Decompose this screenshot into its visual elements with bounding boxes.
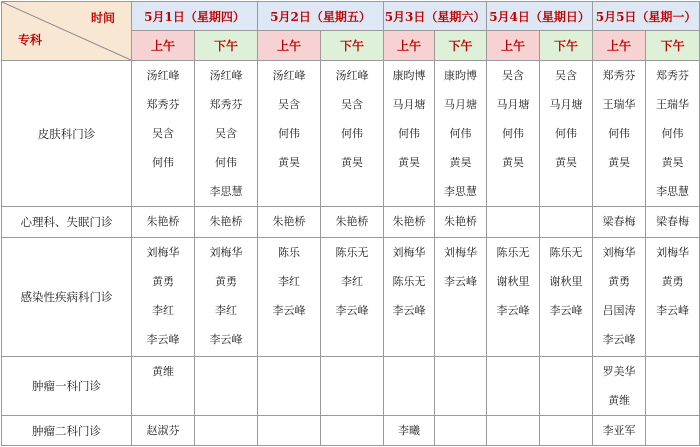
schedule-cell [258, 207, 321, 238]
department-name: 皮肤科门诊 [2, 61, 132, 207]
pm-header: 下午 [435, 31, 487, 61]
doctor-name: 汤红峰 [272, 69, 306, 82]
doctor-name: 黄昊 [661, 156, 684, 169]
doctor-name: 朱艳桥 [146, 215, 180, 228]
doctor-list [646, 238, 699, 325]
doctor-list [195, 61, 257, 206]
doctor-name: 黄昊 [398, 156, 421, 169]
doctor-name: 李红 [278, 275, 301, 288]
doctor-name: 刘梅华 [392, 246, 426, 259]
doctor-name: 李红 [215, 304, 237, 317]
doctor-name: 朱艳桥 [444, 215, 478, 228]
doctor-name: 何伟 [555, 127, 578, 140]
schedule-cell [540, 61, 593, 207]
doctor-name: 吴含 [152, 127, 174, 140]
doctor-name: 李云峰 [209, 333, 243, 346]
department-row [2, 238, 700, 357]
doctor-name: 李云峰 [335, 304, 369, 317]
date-header-row [2, 2, 700, 31]
schedule-cell [132, 357, 195, 416]
schedule-cell [593, 238, 646, 357]
schedule-cell [435, 416, 487, 446]
doctor-name: 何伟 [661, 127, 684, 140]
time-header-label: 时间 [90, 11, 115, 25]
doctor-list [321, 207, 383, 236]
department-name: 感染性疾病科门诊 [2, 238, 132, 357]
schedule-cell [646, 207, 700, 238]
schedule-cell [258, 61, 321, 207]
doctor-list [132, 357, 194, 386]
doctor-name: 黄勇 [608, 275, 631, 288]
doctor-name: 陈乐无 [496, 246, 530, 259]
doctor-name: 李亚军 [602, 424, 636, 437]
doctor-list [384, 238, 434, 325]
doctor-name: 汤红峰 [146, 69, 180, 82]
doctor-list [258, 61, 320, 177]
schedule-cell [540, 416, 593, 446]
schedule-cell [132, 61, 195, 207]
schedule-cell [132, 207, 195, 238]
doctor-name: 陈乐无 [392, 275, 426, 288]
doctor-list [593, 357, 645, 415]
doctor-name: 刘梅华 [656, 246, 690, 259]
doctor-list [384, 416, 434, 445]
schedule-cell [435, 61, 487, 207]
doctor-list [321, 238, 383, 325]
doctor-name: 马月塘 [549, 98, 583, 111]
schedule-cell [132, 416, 195, 446]
schedule-cell [540, 357, 593, 416]
department-row [2, 416, 700, 446]
doctor-name: 李云峰 [549, 304, 583, 317]
doctor-name: 李思慧 [656, 185, 690, 198]
doctor-list [132, 416, 194, 445]
pm-header: 下午 [646, 31, 700, 61]
schedule-cell [384, 416, 435, 446]
schedule-cell [195, 207, 258, 238]
doctor-list [384, 61, 434, 177]
doctor-name: 何伟 [398, 127, 421, 140]
doctor-name: 李云峰 [146, 333, 180, 346]
doctor-name: 赵淑芬 [146, 424, 180, 437]
doctor-name: 何伟 [608, 127, 631, 140]
schedule-table [1, 1, 700, 446]
doctor-name: 汤红峰 [209, 69, 243, 82]
doctor-list [195, 238, 257, 354]
doctor-name: 吴含 [555, 69, 578, 82]
doctor-list [132, 61, 194, 177]
doctor-name: 黄昊 [555, 156, 578, 169]
date-header: 5月4日（星期日） [487, 2, 593, 31]
schedule-cell [487, 207, 540, 238]
doctor-name: 郑秀芬 [656, 69, 690, 82]
date-header: 5月1日（星期四） [132, 2, 258, 31]
schedule-cell [593, 357, 646, 416]
doctor-name: 李云峰 [496, 304, 530, 317]
doctor-name: 郑秀芬 [602, 69, 636, 82]
schedule-cell [646, 357, 700, 416]
doctor-list [646, 207, 699, 236]
schedule-cell [540, 207, 593, 238]
doctor-name: 吴含 [502, 69, 525, 82]
schedule-cell [487, 238, 540, 357]
schedule-cell [487, 416, 540, 446]
doctor-name: 黄昊 [449, 156, 472, 169]
doctor-name: 李曦 [398, 424, 421, 437]
schedule-cell [384, 61, 435, 207]
doctor-name: 黄勇 [152, 275, 174, 288]
schedule-cell [258, 357, 321, 416]
doctor-name: 李红 [341, 275, 364, 288]
doctor-list [593, 61, 645, 177]
doctor-name: 陈乐无 [549, 246, 583, 259]
doctor-name: 刘梅华 [209, 246, 243, 259]
doctor-name: 陈乐 [278, 246, 301, 259]
doctor-name: 朱艳桥 [392, 215, 426, 228]
corner-header [2, 2, 132, 61]
date-header: 5月3日（星期六） [384, 2, 487, 31]
doctor-name: 李云峰 [444, 275, 478, 288]
schedule-cell [646, 61, 700, 207]
doctor-name: 黄昊 [278, 156, 301, 169]
schedule-cell [321, 207, 384, 238]
doctor-list [435, 238, 486, 296]
doctor-name: 谢秋里 [549, 275, 583, 288]
doctor-name: 吴含 [341, 98, 364, 111]
department-name: 肿瘤一科门诊 [2, 357, 132, 416]
doctor-name: 梁春梅 [656, 215, 690, 228]
doctor-name: 吴含 [278, 98, 301, 111]
doctor-list [487, 61, 539, 177]
department-name: 心理科、失眠门诊 [2, 207, 132, 238]
dept-header-label: 专科 [18, 33, 43, 47]
doctor-name: 何伟 [152, 156, 174, 169]
doctor-list [487, 238, 539, 325]
doctor-name: 黄勇 [661, 275, 684, 288]
schedule-cell [435, 238, 487, 357]
doctor-name: 刘梅华 [146, 246, 180, 259]
schedule-cell [195, 357, 258, 416]
schedule-cell [646, 416, 700, 446]
schedule-cell [321, 61, 384, 207]
doctor-name: 朱艳桥 [335, 215, 369, 228]
pm-header: 下午 [321, 31, 384, 61]
doctor-name: 黄勇 [215, 275, 237, 288]
doctor-name: 何伟 [341, 127, 364, 140]
department-row [2, 357, 700, 416]
doctor-name: 刘梅华 [444, 246, 478, 259]
schedule-cell [258, 416, 321, 446]
am-header: 上午 [384, 31, 435, 61]
doctor-list [384, 207, 434, 236]
schedule-cell [487, 357, 540, 416]
doctor-name: 吕国涛 [602, 304, 636, 317]
date-header: 5月2日（星期五） [258, 2, 384, 31]
doctor-name: 朱艳桥 [209, 215, 243, 228]
doctor-list [540, 61, 592, 177]
doctor-name: 马月塘 [392, 98, 426, 111]
doctor-name: 李思慧 [209, 185, 243, 198]
doctor-name: 朱艳桥 [272, 215, 306, 228]
doctor-name: 谢秋里 [496, 275, 530, 288]
doctor-list [435, 207, 486, 236]
doctor-name: 马月塘 [496, 98, 530, 111]
doctor-name: 郑秀芬 [146, 98, 180, 111]
schedule-cell [132, 238, 195, 357]
doctor-name: 何伟 [278, 127, 301, 140]
pm-header: 下午 [195, 31, 258, 61]
doctor-name: 李思慧 [444, 185, 478, 198]
schedule-cell [646, 238, 700, 357]
schedule-cell [195, 238, 258, 357]
doctor-name: 郑秀芬 [209, 98, 243, 111]
doctor-name: 黄昊 [341, 156, 364, 169]
schedule-cell [593, 207, 646, 238]
doctor-list [593, 207, 645, 236]
doctor-name: 马月塘 [444, 98, 478, 111]
schedule-cell [593, 416, 646, 446]
schedule-cell [540, 238, 593, 357]
schedule-cell [321, 416, 384, 446]
doctor-name: 梁春梅 [602, 215, 636, 228]
schedule-cell [384, 357, 435, 416]
doctor-name: 何伟 [215, 156, 237, 169]
doctor-name: 李红 [152, 304, 174, 317]
doctor-name: 王瑞华 [602, 98, 636, 111]
doctor-list [435, 61, 486, 206]
schedule-cell [195, 416, 258, 446]
schedule-cell [384, 238, 435, 357]
doctor-list [195, 207, 257, 236]
doctor-name: 李云峰 [602, 333, 636, 346]
doctor-name: 吴含 [215, 127, 237, 140]
schedule-cell [593, 61, 646, 207]
doctor-name: 黄维 [152, 365, 174, 378]
doctor-name: 黄维 [608, 394, 631, 407]
doctor-name: 何伟 [449, 127, 472, 140]
schedule-cell [384, 207, 435, 238]
doctor-name: 王瑞华 [656, 98, 690, 111]
am-header: 上午 [258, 31, 321, 61]
date-header: 5月5日（星期一） [593, 2, 700, 31]
doctor-list [132, 238, 194, 354]
doctor-name: 黄昊 [502, 156, 525, 169]
doctor-name: 康昀博 [444, 69, 478, 82]
pm-header: 下午 [540, 31, 593, 61]
doctor-list [258, 207, 320, 236]
doctor-list [258, 238, 320, 325]
am-header: 上午 [487, 31, 540, 61]
doctor-list [593, 238, 645, 354]
doctor-name: 刘梅华 [602, 246, 636, 259]
department-row [2, 61, 700, 207]
doctor-name: 何伟 [502, 127, 525, 140]
doctor-name: 康昀博 [392, 69, 426, 82]
doctor-list [132, 207, 194, 236]
doctor-name: 李云峰 [656, 304, 690, 317]
doctor-name: 黄昊 [608, 156, 631, 169]
doctor-name: 汤红峰 [335, 69, 369, 82]
schedule-cell [321, 238, 384, 357]
schedule-cell [195, 61, 258, 207]
am-header: 上午 [593, 31, 646, 61]
doctor-name: 罗美华 [602, 365, 636, 378]
department-name: 肿瘤二科门诊 [2, 416, 132, 446]
schedule-cell [435, 207, 487, 238]
doctor-list [593, 416, 645, 445]
doctor-name: 陈乐无 [335, 246, 369, 259]
schedule-cell [435, 357, 487, 416]
schedule-cell [258, 238, 321, 357]
schedule-cell [321, 357, 384, 416]
department-row [2, 207, 700, 238]
doctor-name: 李云峰 [392, 304, 426, 317]
doctor-list [540, 238, 592, 325]
am-header: 上午 [132, 31, 195, 61]
schedule-cell [487, 61, 540, 207]
doctor-list [321, 61, 383, 177]
doctor-name: 李云峰 [272, 304, 306, 317]
doctor-list [646, 61, 699, 206]
